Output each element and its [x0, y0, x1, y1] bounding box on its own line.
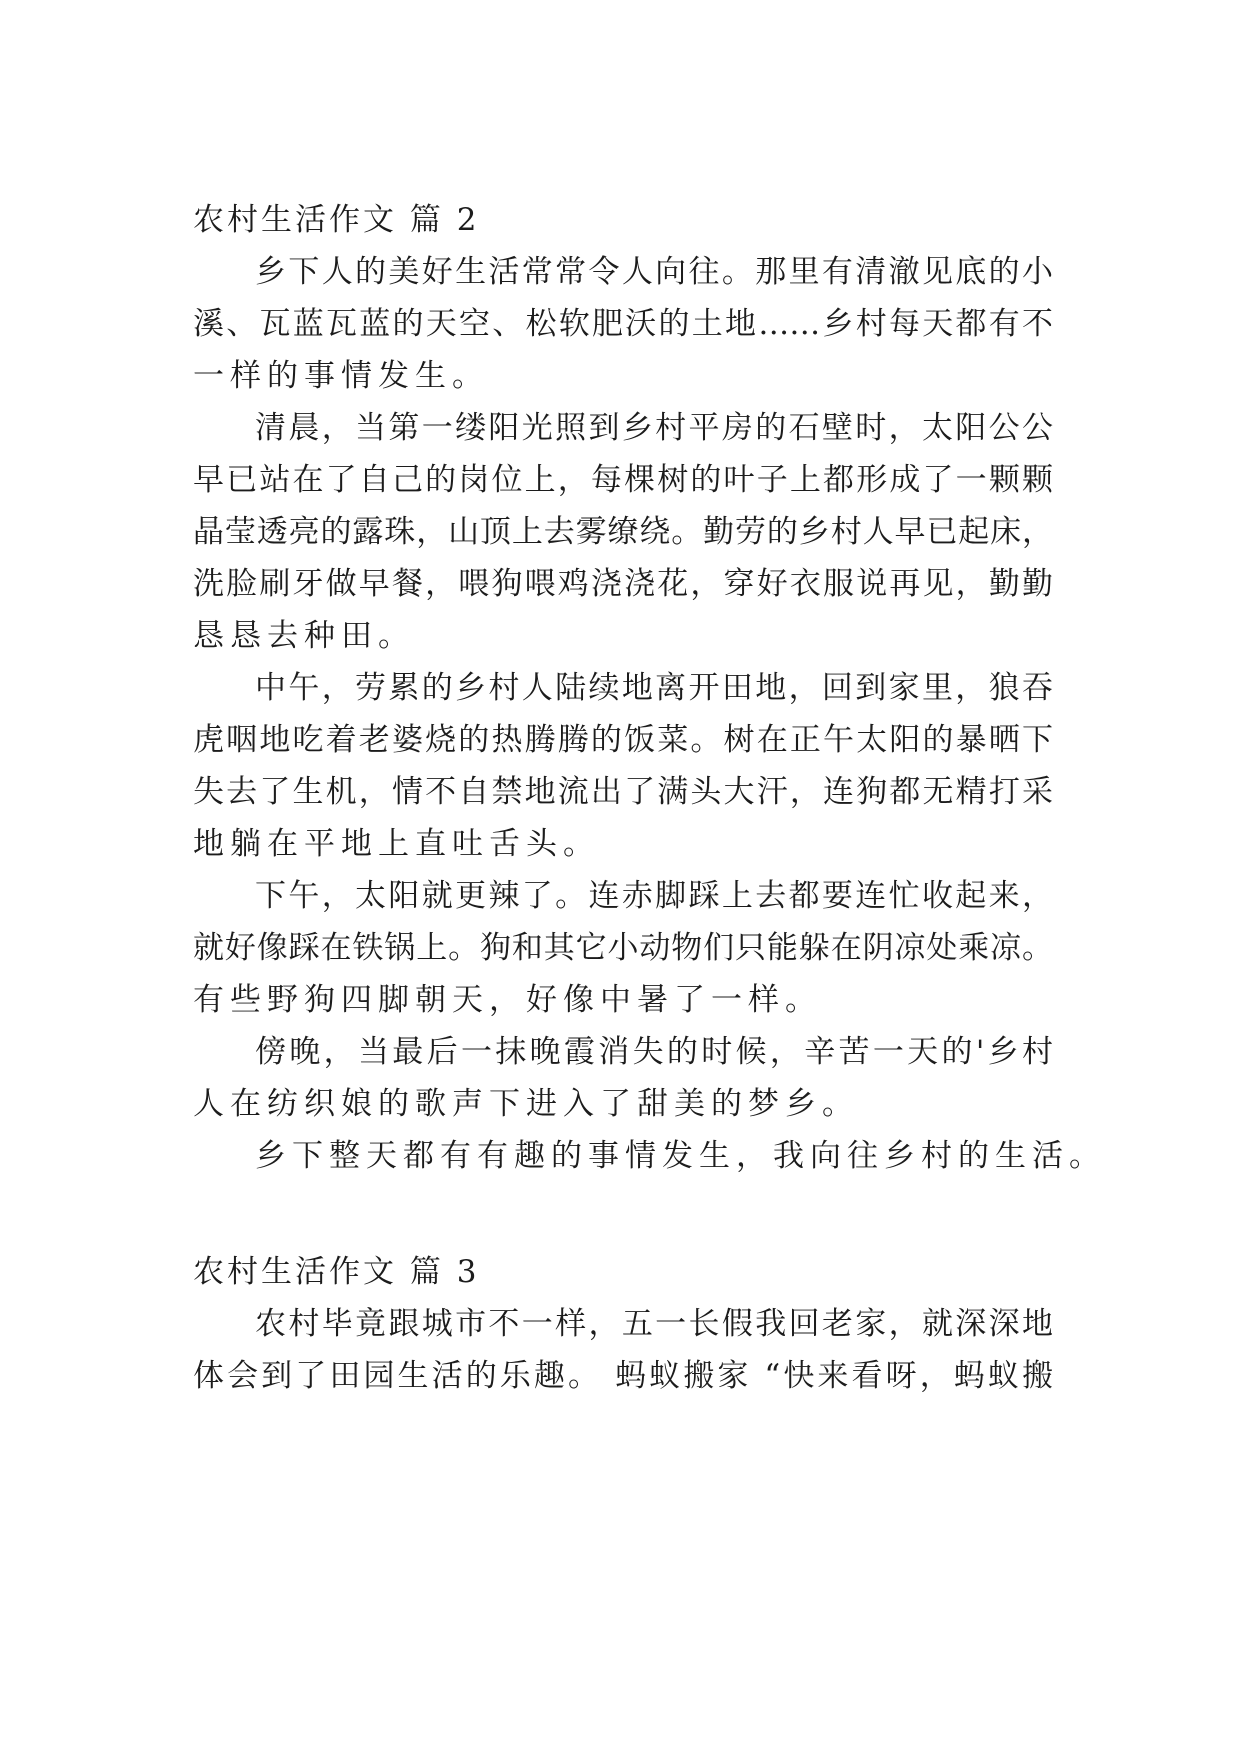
paragraph-line: 有些野狗四脚朝天，好像中暑了一样。: [193, 982, 822, 1018]
paragraph-line: 洗脸刷牙做早餐，喂狗喂鸡浇浇花，穿好衣服说再见，勤勤: [193, 566, 1053, 602]
paragraph-line: 傍晚，当最后一抹晚霞消失的时候，辛苦一天的'乡村: [255, 1034, 1053, 1070]
paragraph-line: 人在纺织娘的歌声下进入了甜美的梦乡。: [193, 1086, 859, 1122]
paragraph-line: 农村毕竟跟城市不一样，五一长假我回老家，就深深地: [255, 1306, 1053, 1342]
paragraph-line: 晶莹透亮的露珠，山顶上去雾缭绕。勤劳的乡村人早已起床，: [193, 514, 1053, 550]
paragraph-line: 失去了生机，情不自禁地流出了满头大汗，连狗都无精打采: [193, 774, 1053, 810]
paragraph-line: 溪、瓦蓝瓦蓝的天空、松软肥沃的土地……乡村每天都有不: [193, 306, 1053, 342]
paragraph-line: 体会到了田园生活的乐趣。 蚂蚁搬家 “快来看呀，蚂蚁搬: [193, 1358, 1053, 1394]
paragraph-line: 地躺在平地上直吐舌头。: [193, 826, 600, 862]
paragraph-line: 虎咽地吃着老婆烧的热腾腾的饭菜。树在正午太阳的暴晒下: [193, 722, 1053, 758]
section-heading: 农村生活作文 篇 3: [193, 1254, 480, 1290]
paragraph-line: 就好像踩在铁锅上。狗和其它小动物们只能躲在阴凉处乘凉。: [193, 930, 1053, 966]
paragraph-line: 清晨，当第一缕阳光照到乡村平房的石壁时，太阳公公: [255, 410, 1053, 446]
paragraph-line: 一样的事情发生。: [193, 358, 489, 394]
paragraph-line: 早已站在了自己的岗位上，每棵树的叶子上都形成了一颗颗: [193, 462, 1053, 498]
paragraph-line: 乡下人的美好生活常常令人向往。那里有清澈见底的小: [255, 254, 1053, 290]
section-heading: 农村生活作文 篇 2: [193, 202, 480, 238]
paragraph-line: 乡下整天都有有趣的事情发生，我向往乡村的生活。: [255, 1138, 1106, 1174]
paragraph-line: 下午，太阳就更辣了。连赤脚踩上去都要连忙收起来，: [255, 878, 1053, 914]
paragraph-line: 中午，劳累的乡村人陆续地离开田地，回到家里，狼吞: [255, 670, 1053, 706]
paragraph-line: 恳恳去种田。: [193, 618, 415, 654]
